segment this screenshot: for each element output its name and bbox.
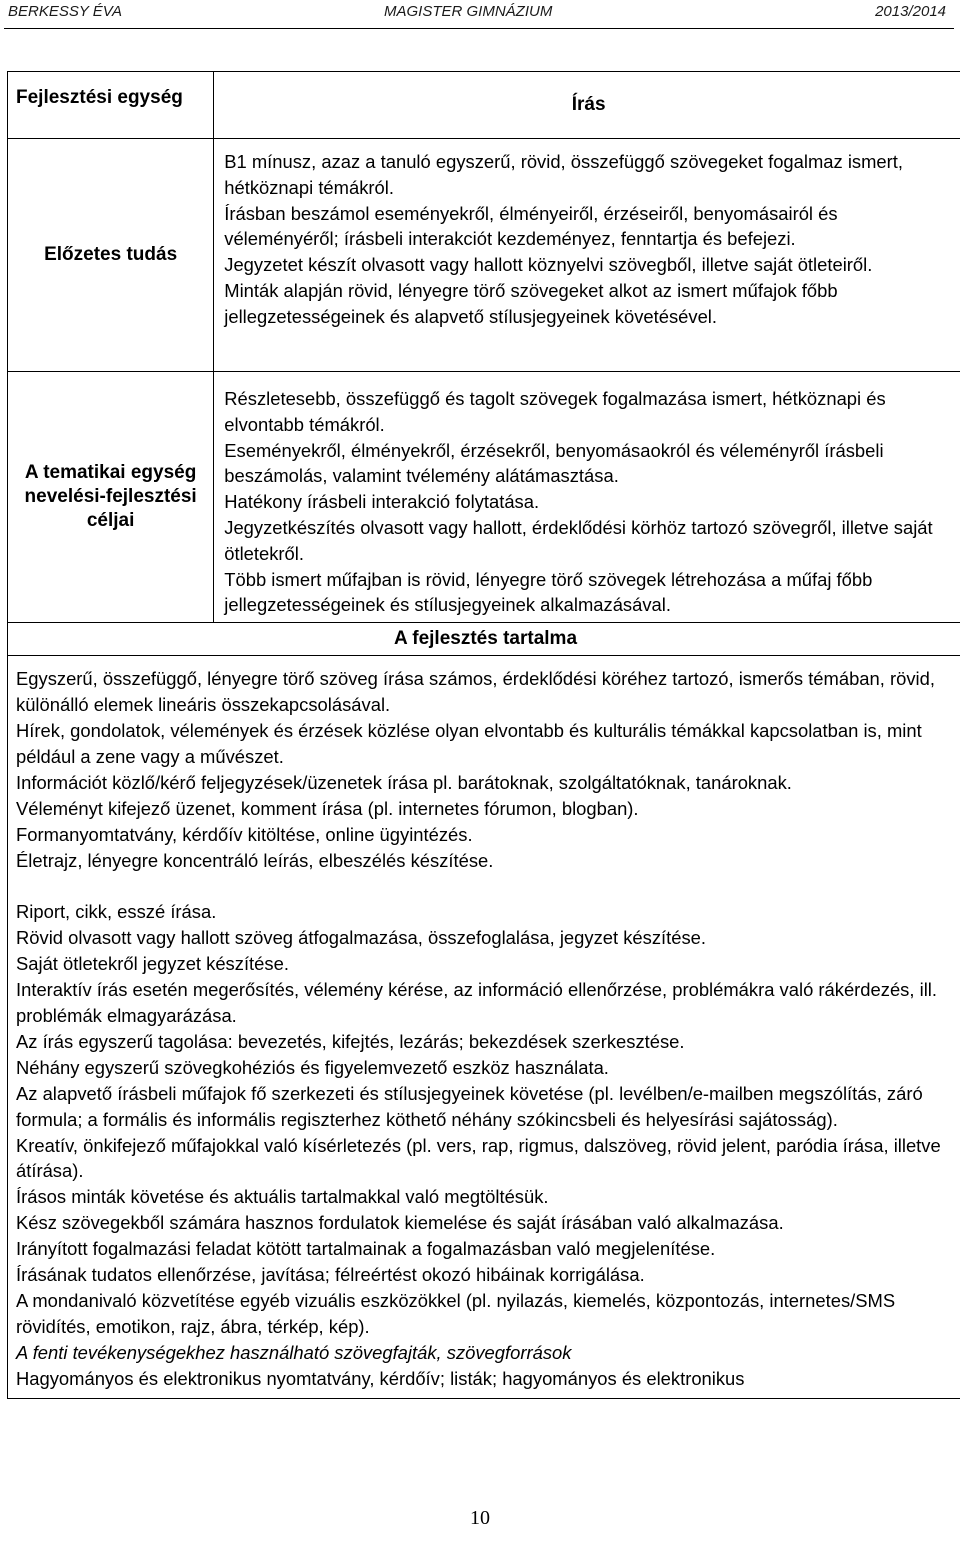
content-line: Információt közlő/kérő feljegyzések/üzenetek írása pl. barátoknak, szolgáltatóknak, tanároknak. bbox=[16, 771, 792, 793]
text-types-heading: A fenti tevékenységekhez használható szövegfajták, szövegforrások bbox=[16, 1341, 572, 1363]
goal-line: Hatékony írásbeli interakció folytatása. bbox=[224, 491, 540, 513]
curriculum-table bbox=[7, 71, 960, 1399]
prior-line: Minták alapján rövid, lényegre törő szövegeket alkot az ismert műfajok főbb jellegzetességeinek és alapvető stílusjegyeinek követésével. bbox=[224, 279, 838, 327]
header-school: MAGISTER GIMNÁZIUM bbox=[384, 3, 553, 20]
content-title: A fejlesztés tartalma bbox=[8, 623, 960, 656]
unit-label: Fejlesztési egység bbox=[8, 72, 214, 139]
goals-text bbox=[214, 372, 960, 623]
content-line: Írásának tudatos ellenőrzése, javítása; félreértést okozó hibáinak korrigálása. bbox=[16, 1264, 645, 1286]
text-types-line: Hagyományos és elektronikus nyomtatvány, kérdőív; listák; hagyományos és elektronikus bbox=[16, 1367, 745, 1389]
prior-line: Jegyzetet készít olvasott vagy hallott köznyelvi szövegből, illetve saját ötleteiről. bbox=[224, 254, 873, 276]
header-author: BERKESSY ÉVA bbox=[8, 3, 122, 20]
content-line: Írásos minták követése és aktuális tartalmakkal való megtöltésük. bbox=[16, 1186, 549, 1208]
content-line: Irányított fogalmazási feladat kötött tartalmainak a fogalmazásban való megjelenítése. bbox=[16, 1238, 716, 1260]
goal-line: Több ismert műfajban is rövid, lényegre törő szövegek létrehozása a műfaj főbb jellegzetességeinek és stílusjegyeinek alkalmazásával. bbox=[224, 568, 873, 616]
goals-label: A tematikai egység nevelési-fejlesztési céljai bbox=[8, 372, 214, 623]
content-line: Interaktív írás esetén megerősítés, vélemény kérése, az információ ellenőrzése, problémákra való rákérdezés, ill. problémák elmagyarázása. bbox=[16, 979, 937, 1027]
content-line: Életrajz, lényegre koncentráló leírás, elbeszélés készítése. bbox=[16, 849, 494, 871]
prior-knowledge-label: Előzetes tudás bbox=[8, 139, 214, 372]
goal-line: Eseményekről, élményekről, érzésekről, benyomásaokról és véleményről írásbeli beszámolás, valamint tvélemény alátámasztása. bbox=[224, 439, 884, 487]
content-line: A mondanivaló közvetítése egyéb vizuális eszközökkel (pl. nyilazás, kiemelés, központozás, internetes/SMS rövidítés, emotikon, rajz, ábra, térkép, kép). bbox=[16, 1290, 896, 1337]
content-title-row bbox=[8, 623, 960, 656]
unit-name: Írás bbox=[214, 72, 960, 139]
unit-row bbox=[8, 72, 960, 139]
prior-line: B1 mínusz, azaz a tanuló egyszerű, rövid, összefüggő szövegeket fogalmaz ismert, hétköznapi témákról. bbox=[224, 151, 903, 198]
content-line: Saját ötletekről jegyzet készítése. bbox=[16, 953, 289, 975]
content-line: Véleményt kifejező üzenet, komment írása (pl. internetes fórumon, blogban). bbox=[16, 797, 639, 819]
content-line: Rövid olvasott vagy hallott szöveg átfogalmazása, összefoglalása, jegyzet készítése. bbox=[16, 927, 707, 949]
header-year: 2013/2014 bbox=[875, 3, 946, 20]
header-rule bbox=[4, 28, 954, 29]
page-header bbox=[0, 3, 960, 25]
content-line: Az írás egyszerű tagolása: bevezetés, kifejtés, lezárás; bekezdések szerkesztése. bbox=[16, 1030, 685, 1052]
content-text bbox=[8, 656, 960, 1398]
content-line: Néhány egyszerű szövegkohéziós és figyelemvezető eszköz használata. bbox=[16, 1056, 609, 1078]
content-line: Hírek, gondolatok, vélemények és érzések közlése olyan elvontabb és kulturális témákkal kapcsolatban is, mint például a zene vagy a művészet. bbox=[16, 719, 922, 767]
content-line: Riport, cikk, esszé írása. bbox=[16, 901, 217, 923]
paragraph-gap bbox=[16, 873, 955, 899]
goals-row bbox=[8, 372, 960, 623]
content-line: Formanyomtatvány, kérdőív kitöltése, online ügyintézés. bbox=[16, 823, 473, 845]
prior-knowledge-text bbox=[214, 139, 960, 372]
content-line: Kész szövegekből számára hasznos fordulatok kiemelése és saját írásában való alkalmazása. bbox=[16, 1212, 784, 1234]
prior-knowledge-row bbox=[8, 139, 960, 372]
content-line: Egyszerű, összefüggő, lényegre törő szöveg írása számos, érdeklődési köréhez tartozó, ismerős témában, rövid, különálló elemek lineáris összekapcsolásával. bbox=[16, 668, 935, 716]
content-row bbox=[8, 656, 960, 1398]
goal-line: Jegyzetkészítés olvasott vagy hallott, érdeklődési körhöz tartozó szövegről, illetve saját ötletekről. bbox=[224, 516, 933, 564]
content-line: Az alapvető írásbeli műfajok fő szerkezeti és stílusjegyeinek követése (pl. levélben/e-mailben megszólítás, záró formula; a formális és informális regiszterhez köthető néhány szókincsbeli és helyesírási sajátosság). bbox=[16, 1082, 923, 1130]
content-line: Kreatív, önkifejező műfajokkal való kísérletezés (pl. vers, rap, rigmus, dalszöveg, rövid jelent, paródia írása, illetve átírása). bbox=[16, 1134, 941, 1182]
goal-line: Részletesebb, összefüggő és tagolt szövegek fogalmazása ismert, hétköznapi és elvontabb témákról. bbox=[224, 388, 886, 435]
prior-line: Írásban beszámol eseményekről, élményeiről, érzéseiről, benyomásairól és véleményéről; írásbeli interakciót kezdeményez, fenntartja és befejezi. bbox=[224, 202, 838, 250]
page-number: 10 bbox=[470, 1507, 490, 1529]
